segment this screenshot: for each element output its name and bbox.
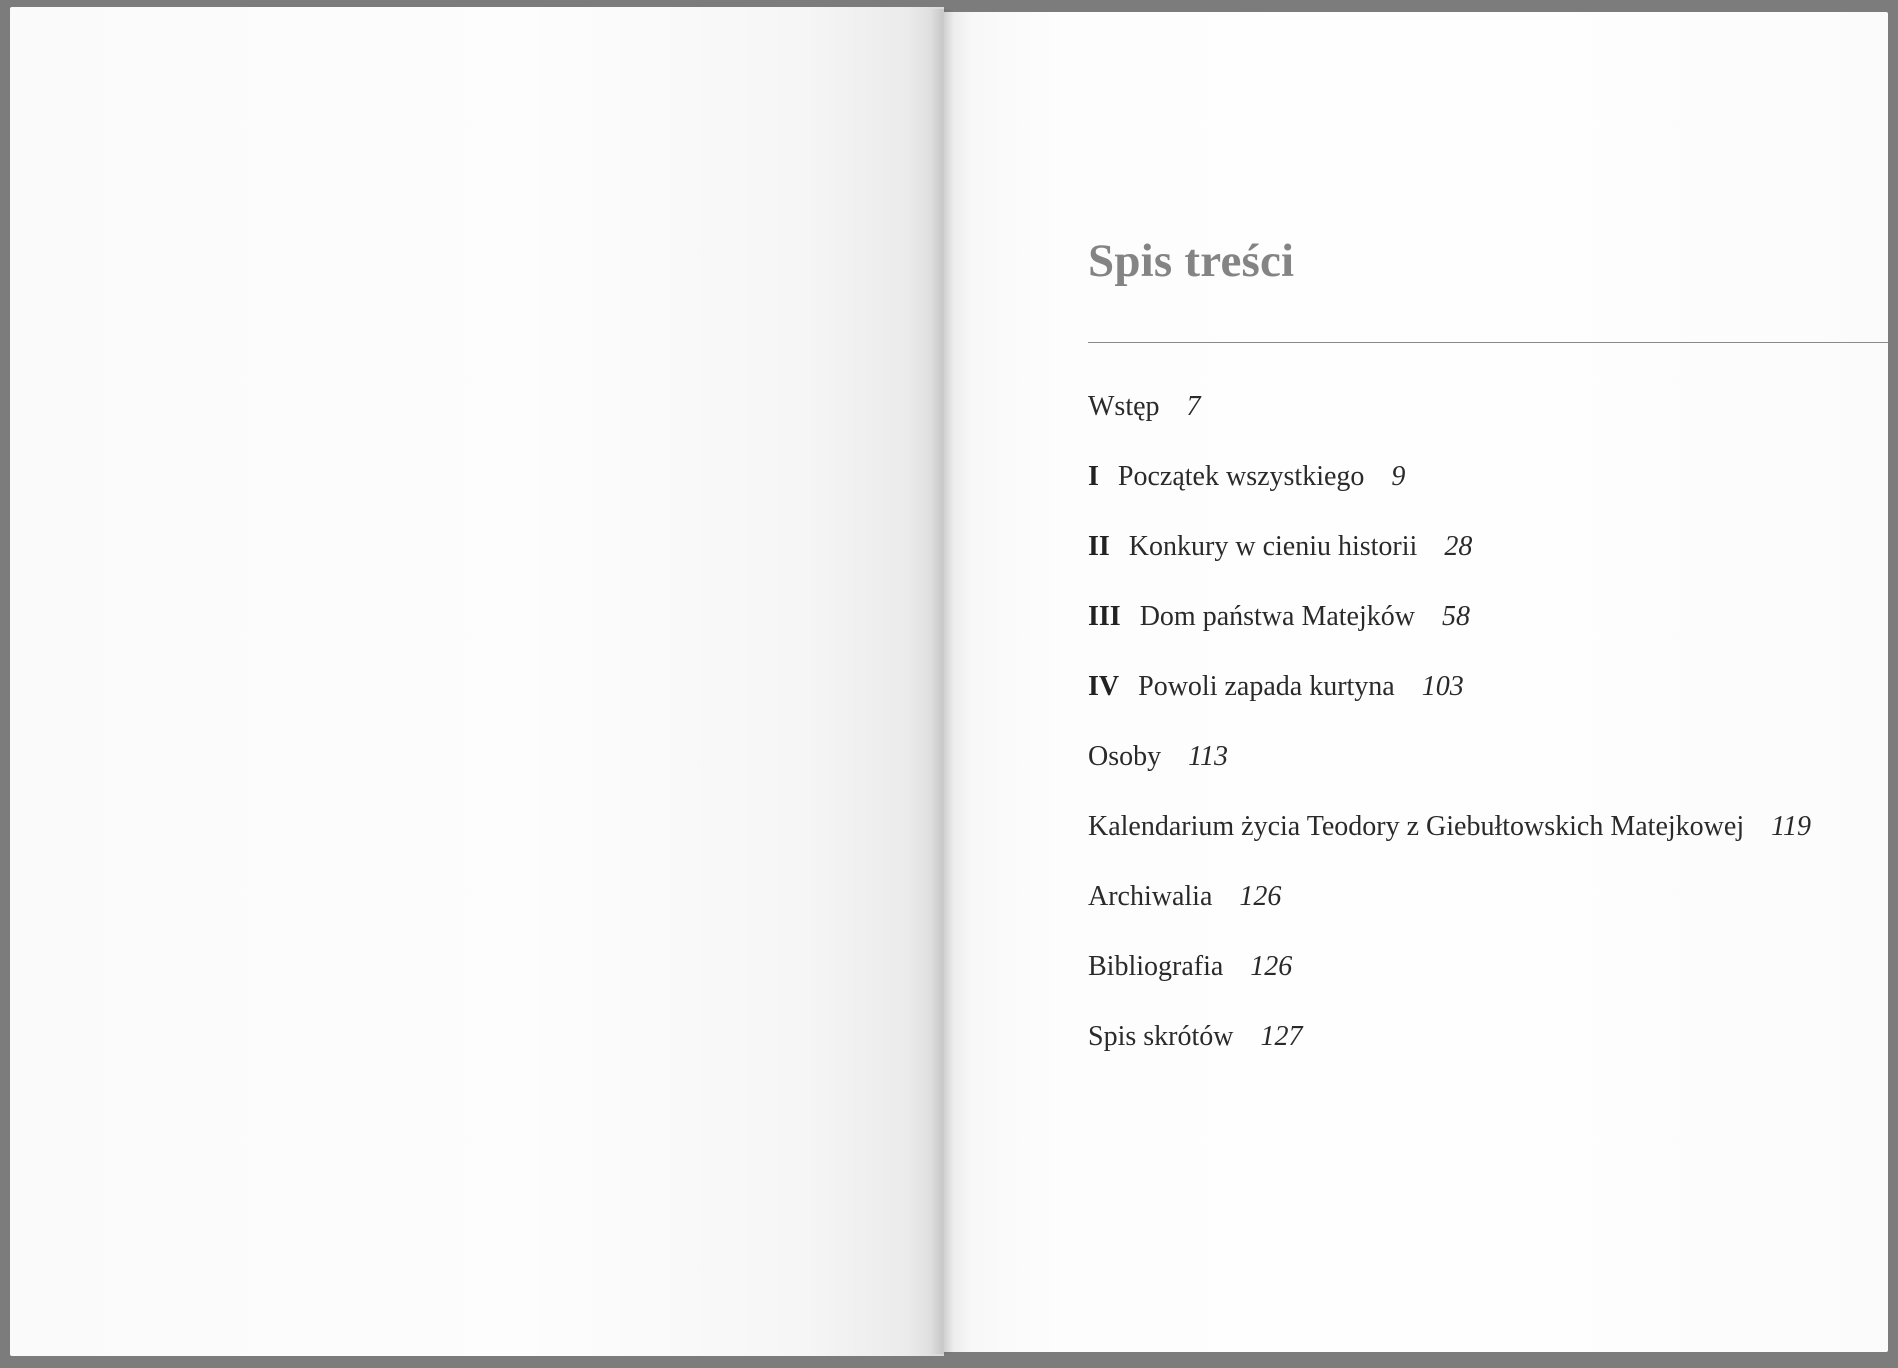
toc-entry-page: 127: [1260, 1021, 1303, 1052]
toc-title: Spis treści: [1088, 235, 1295, 287]
toc-entry-label: Początek wszystkiego: [1117, 461, 1365, 492]
toc-entry-chapter-2: [1088, 522, 1811, 592]
toc-entry-label: Osoby: [1088, 741, 1162, 772]
left-page-blank: [10, 7, 944, 1356]
toc-entry-page: 103: [1421, 671, 1464, 702]
toc-entry-label: Archiwalia: [1088, 881, 1213, 912]
toc-entry-label: Spis skrótów: [1088, 1021, 1234, 1052]
toc-entry-page: 7: [1186, 391, 1201, 422]
toc-entry-chapter-number: II: [1088, 531, 1110, 562]
toc-entry-label: Dom państwa Matejków: [1139, 601, 1415, 632]
toc-entry-label: Wstęp: [1088, 391, 1160, 422]
toc-entry-bibliografia: [1088, 942, 1811, 1012]
toc-entry-label: Bibliografia: [1088, 951, 1224, 982]
toc-entry-page: 28: [1444, 531, 1473, 562]
toc-entry-kalendarium: [1088, 802, 1811, 872]
toc-entry-label: Kalendarium życia Teodory z Giebułtowskich Matejkowej: [1088, 811, 1745, 842]
toc-entry-label: Konkury w cieniu historii: [1128, 531, 1418, 562]
toc-entry-page: 113: [1188, 741, 1229, 772]
toc-entry-chapter-4: [1088, 662, 1811, 732]
title-divider: [1088, 342, 1888, 343]
gutter-shadow: [930, 9, 954, 1354]
toc-entry-chapter-number: IV: [1088, 671, 1120, 702]
toc-entry-osoby: [1088, 732, 1811, 802]
toc-entry-archiwalia: [1088, 872, 1811, 942]
toc-entry-page: 126: [1250, 951, 1293, 982]
toc-entry-page: 9: [1391, 461, 1406, 492]
toc-entry-chapter-number: III: [1088, 601, 1121, 632]
toc-entry-chapter-1: [1088, 452, 1811, 522]
toc-list: [1088, 382, 1811, 1082]
toc-entry-wstep: [1088, 382, 1811, 452]
toc-entry-spis-skrotow: [1088, 1012, 1811, 1082]
toc-entry-page: 119: [1771, 811, 1812, 842]
toc-entry-page: 58: [1442, 601, 1470, 632]
toc-entry-chapter-number: I: [1088, 461, 1099, 492]
toc-entry-chapter-3: [1088, 592, 1811, 662]
toc-entry-page: 126: [1239, 881, 1282, 912]
toc-entry-label: Powoli zapada kurtyna: [1138, 671, 1395, 702]
